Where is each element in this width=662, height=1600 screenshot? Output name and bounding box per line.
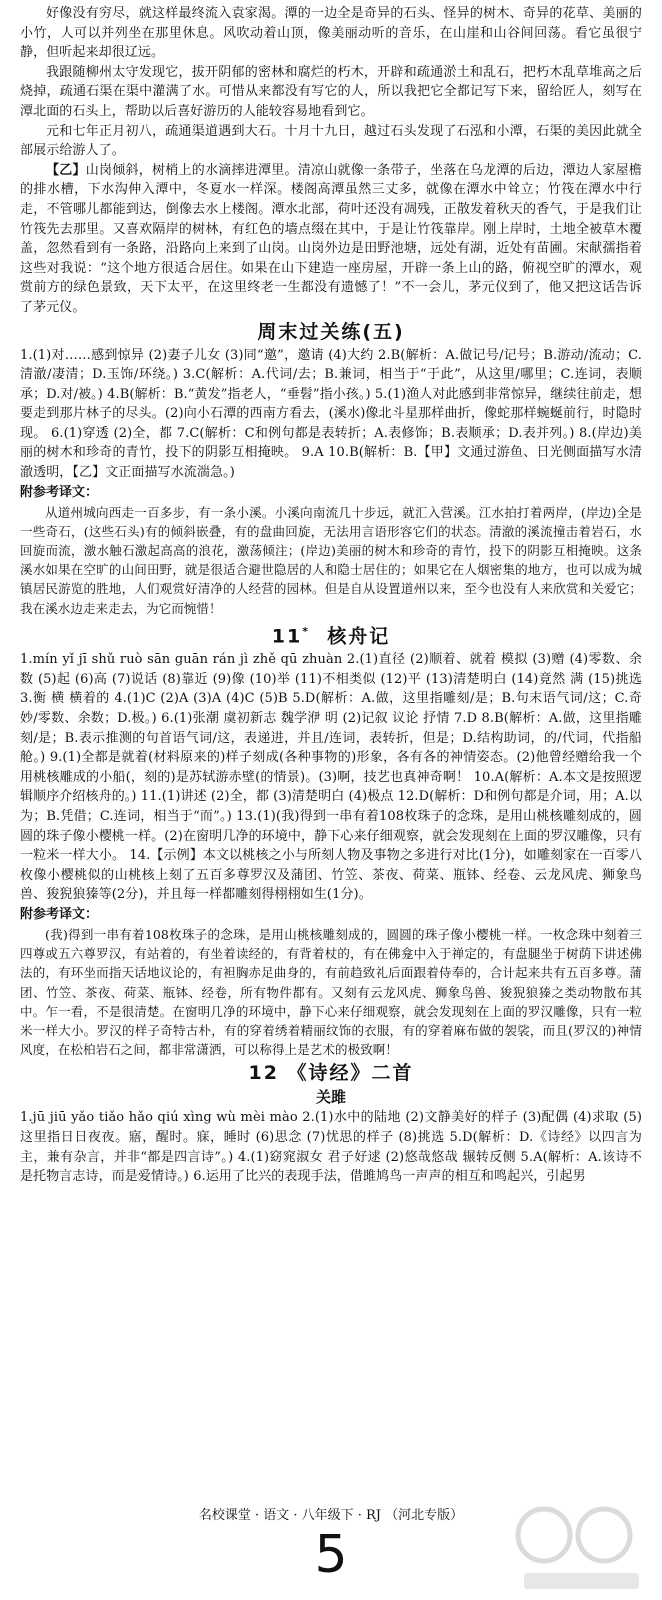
translation-paragraph (20, 161, 642, 318)
page-number: 5 (314, 1525, 348, 1585)
answers-block: 1.mín yǐ jī shǔ ruò sān guān rán jì zhě qū zhuàn 2.(1)直径 (2)顺着、就着 模拟 (3)赠 (4)零数、余数 (5)起 (6)高 (7)说话 (8)靠近 (9)像 (10)举 (11)不相类似 (12)平 (13)清楚明白 (14)竟然 满 (15)挑选 3.衡 横 横着的 4.(1)C (2)A (3)A (4)C (5)B 5.D(解析：A.做，这里指雕刻/是；B.句末语气词/这；C.奇妙/零数、余数；D.极。) 6.(1)张潮 虞初新志 魏学洢 明 (2)记叙 议论 抒情 7.D 8.B(解析：A.做，这里指雕刻/是；B.表示推测的句首语气词/这，表递进，并且/连词，表转折，但是；D.结构助词，的/代词，代指船舱。) 9.(1)全都是就着(材料原来的)样子刻成(各种事物的)形象，各有各的神情姿态。(2)他曾经赠给我一个用桃核雕成的小船(，刻的)是苏轼游赤壁(的情景)。(3)啊，技艺也真神奇啊！ 10.A(解析：A.本文是按照逻辑顺序介绍核舟的。) 11.(1)讲述 (2)全，都 (3)清楚明白 (4)极点 12.D(解析：D和例句都是介词，用；A.以为；B.凭借；C.连词，相当于“而”。) 13.(1)(我)得到一串有着108枚珠子的念珠，是用山桃核雕刻成的，圆圆的珠子像小樱桃一样。(2)在窗明几净的环境中，静下心来仔细观察，就会发现刻在上面的罗汉雕像，只有一粒米一样大小。 14.【示例】本文以桃核之小与所刻人物及事物之多进行对比(1分)，如雕刻家在一百零八枚像小樱桃似的山桃核上刻了五百多尊罗汉及蒲团、竹笠、茶夜、荷菜、瓶钵、经卷、云龙风虎、狮象鸟兽、狻猊狼獉等(2分)，并且每一样都雕刻得栩栩如生(1分)。 (20, 652, 642, 903)
translation-paragraph: 我跟随柳州太守发现它，拔开阴郁的密林和腐烂的朽木，开辟和疏通淤土和乱石，把朽木乱草堆高之后烧掉，疏通石渠在渠中灌满了水。可惜从来都没有写它的人，所以我把它全都记写下来，留给匠人，刻写在潭北面的石头上，帮助以后喜好游历的人能较容易地看到它。 (20, 64, 642, 119)
reference-translation-label: 附参考译文： (20, 484, 99, 500)
page-content (20, 4, 642, 1187)
watermark-icon (504, 1495, 654, 1595)
translation-paragraph: 好像没有穷尽，就这样最终流入袁家渴。潭的一边全是奇异的石头、怪异的树木、奇异的花草、美丽的小竹，人可以并列坐在那里休息。风吹动着山顶，像美丽动听的音乐，在山崖和山谷间回荡。看它虽很宁静，但听起来却很辽远。 (20, 6, 642, 61)
answers-block: 1.jū jiū yǎo tiǎo hǎo qiú xìng wù mèi mào 2.(1)水中的陆地 (2)文静美好的样子 (3)配偶 (4)求取 (5)这里指日日夜夜。寤，醒时。寐，睡时 (6)思念 (7)忧思的样子 (8)挑选 5.D(解析：D.《诗经》以四言为主，兼有杂言，并非“都是四言诗”。) 4.(1)窈窕淑女 君子好逑 (2)悠哉悠哉 辗转反侧 5.A(解析：A.该诗不是托物言志诗，而是爱情诗。) 6.运用了比兴的表现手法，借雎鸠鸟一声声的相互和鸣起兴，引起男 (20, 1110, 642, 1185)
section-title-weekend-practice: 周末过关练(五) (257, 320, 405, 343)
page-footer: 名校课堂 · 语文 · 八年级下 · RJ （河北专版） (198, 1508, 464, 1523)
reference-translation: 从道州城向西走一百多步，有一条小溪。小溪向南流几十步远，就汇入营溪。江水拍打着两岸，(岸边)全是一些奇石，(这些石头)有的倾斜嵌叠，有的盘曲回旋，无法用言语形容它们的状态。清澈的溪流撞击着岩石，水回旋而流，激水触石激起高高的浪花，激荡倾注；(岸边)美丽的树木和珍奇的青竹，投下的阴影互相掩映。这条溪水如果在空旷的山间田野，就是很适合避世隐居的人和隐士居住的；如果它在人烟密集的地方，也可以成为城镇居民游览的胜地，人们观赏好清净的人经营的园林。但是自从设置道州以来，至今也没有人来欣赏和关爱它；我在溪水边走来走去，为它而惋惜！ (20, 504, 642, 616)
lesson-mark: * (302, 624, 310, 638)
section-title-lesson-12: 12 《诗经》二首 (248, 1062, 414, 1085)
reference-translation-label: 附参考译文： (20, 906, 99, 922)
translation-text: 山岗倾斜，树梢上的水滴摔进潭里。清凉山就像一条带子，坐落在乌龙潭的后边，潭边人家屋檐的排水槽，下水沟伸入潭中，冬夏水一样深。楼阁高潭虽然三丈多，就像在潭水中耸立；竹筏在潭水中行走，不管哪儿都能到达，倒像去水上楼阁。潭水北部，荷叶还没有凋残，正散发着秋天的香气，于是我们让竹筏先去那里。又喜欢隔岸的树林，有红色的墙点缀在其中，于是让竹筏靠岸。刚上岸时，土地全被草木覆盖，忽然看到有一条路，沿路向上来到了山岗。山岗外边是田野池塘，远处有湖，近处有苗圃。宋献孺指着这些对我说：“这个地方很适合居住。如果在山下建造一座房屋，开辟一条上山的路，俯视空旷的潭水，观赏前方的绿色景致，天下太平，在这里终老一生都没有遗憾了！”不一会儿，茅元仪到了，他又把这话告诉了茅元仪。 (20, 162, 642, 315)
lesson-name: 核舟记 (327, 625, 391, 648)
section-title-lesson-11 (20, 620, 642, 648)
poem-title: 关雎 (315, 1088, 346, 1107)
reference-translation: (我)得到一串有着108枚珠子的念珠，是用山桃核雕刻成的，圆圆的珠子像小樱桃一样。一枚念珠中刻着三四尊或五六尊罗汉，有站着的，有坐着读经的，有背着杖的，有在佛龛中入于禅定的，有盘腿坐于树荫下讲述佛法的，有环坐而指天话地议论的，有袒胸赤足曲身的，有前趋致礼后面跟着侍奉的，合计起来共有五百多尊。蒲团、竹笠、茶夜、荷菜、瓶钵、经卷，所有物件都有。又刻有云龙风虎、狮象鸟兽、狻猊狼獉之类动物散布其中。乍一看，不是很清楚。在窗明几净的环境中，静下心来仔细观察，就会发现刻在上面的罗汉雕像，只有一粒米一样大小。罗汉的样子奇特古朴，有的穿着绣着精丽纹饰的衣服，有的穿着麻布做的袈裟，而且(罗汉的)神情风度，在松柏岩石之间，都非常潇洒，可以称得上是艺术的极致啊！ (20, 926, 642, 1058)
passage-label: 【乙】 (46, 162, 86, 178)
answers-block: 1.(1)对……感到惊异 (2)妻子儿女 (3)同“邀”，邀请 (4)大约 2.B(解析：A.做记号/记号；B.游动/流动；C.清澈/凄清；D.玉饰/环绕。) 3.C(解析：A.代词/去；B.兼词，相当于“于此”，从这里/哪里；C.连词，表顺承；D.对/被。) 4.B(解析：B.“黄发”指老人，“垂髫”指小孩。) 5.(1)渔人对此感到非常惊异，继续往前走，想要走到那片林子的尽头。(2)向小石潭的西南方看去，(溪水)像北斗星那样曲折，像蛇那样蜿蜒前行，时隐时现。 6.(1)穿透 (2)全，都 7.C(解析：C和例句都是表转折；A.表修饰；B.表顺承；D.表并列。) 8.(岸边)美丽的树木和珍奇的青竹，投下的阴影互相掩映。 9.A 10.B(解析：B.【甲】文通过游鱼、日光侧面描写水清澈透明，【乙】文正面描写水流湍急。) (20, 347, 642, 481)
lesson-number: 11 (271, 625, 303, 648)
translation-paragraph: 元和七年正月初八，疏通渠道遇到大石。十月十九日，越过石头发现了石泓和小潭，石渠的美因此就全部展示给游人了。 (20, 123, 642, 159)
